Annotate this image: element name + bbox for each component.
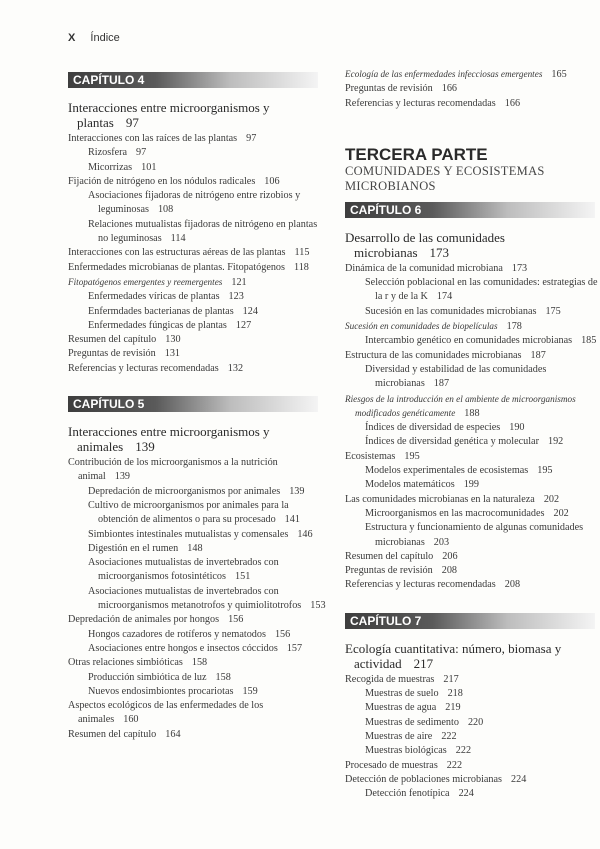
part-heading <box>345 145 600 194</box>
toc-entry[interactable] <box>345 550 600 564</box>
entry-page-number: 157 <box>286 642 303 654</box>
entry-title: Asociaciones entre hongos e insectos cóccidos <box>88 642 278 654</box>
chapter-title-text: Desarrollo de las comunidades microbianas <box>345 229 505 260</box>
entry-title: Preguntas de revisión <box>345 565 433 577</box>
toc-entry[interactable] <box>68 613 326 627</box>
entry-title: Cultivo de microorganismos por animales para la obtención de alimentos o para su procesado <box>88 499 289 526</box>
entry-title: Contribución de los microorganismos a la nutrición animal <box>68 457 278 483</box>
entry-page-number: 139 <box>114 471 131 483</box>
entry-page-number: 139 <box>289 485 305 497</box>
entry-title: Otras relaciones simbióticas <box>68 657 183 669</box>
running-header <box>68 32 120 44</box>
entry-title: Índices de diversidad de especies <box>365 422 501 434</box>
toc-left-column <box>68 72 326 742</box>
toc-entry[interactable] <box>345 349 600 363</box>
entry-title: Ecosistemas <box>345 450 396 462</box>
chapter-5-continued <box>345 67 600 111</box>
chapter-title[interactable] <box>345 641 600 671</box>
running-title: Índice <box>90 32 120 44</box>
entry-title: Resumen del capítulo <box>68 728 157 740</box>
entry-page-number: 158 <box>215 671 231 683</box>
entry-title: Digestión en el rumen <box>88 542 179 554</box>
entry-title: Procesado de muestras <box>345 759 438 771</box>
toc-entry[interactable] <box>345 435 600 449</box>
entry-page-number: 224 <box>511 773 527 785</box>
entry-title: Ecología de las enfermedades infecciosas emergentes <box>345 69 543 79</box>
toc-entry[interactable] <box>345 450 600 464</box>
entry-title: Relaciones mutualistas fijadoras de nitrógeno en plantas no leguminosas <box>88 218 318 245</box>
entry-title: Fijación de nitrógeno en los nódulos radicales <box>68 175 256 187</box>
entry-page-number: 195 <box>404 450 420 462</box>
entry-page-number: 164 <box>165 728 181 740</box>
entry-page-number: 141 <box>284 514 300 526</box>
entry-title: Referencias y lecturas recomendadas <box>345 97 496 109</box>
entry-title: Muestras de sedimento <box>365 716 459 728</box>
entry-page-number: 188 <box>464 407 480 419</box>
toc-entry[interactable] <box>345 701 600 715</box>
entry-page-number: 217 <box>443 673 459 685</box>
toc-entry[interactable] <box>68 319 326 333</box>
chapter-label-bar: CAPÍTULO 6 <box>345 202 595 218</box>
toc-right-column <box>345 67 600 801</box>
toc-entry[interactable] <box>68 261 326 275</box>
toc-entry[interactable] <box>68 246 326 260</box>
toc-entry[interactable] <box>68 628 326 642</box>
entry-page-number: 208 <box>441 565 457 577</box>
entry-page-number: 146 <box>297 528 313 540</box>
entry-title: Enfermdades bacterianas de plantas <box>88 305 234 317</box>
entry-title: Nuevos endosimbiontes procariotas <box>88 685 234 697</box>
toc-entry[interactable] <box>345 464 600 478</box>
entry-page-number: 187 <box>433 378 450 390</box>
entry-title: Preguntas de revisión <box>345 83 433 95</box>
entry-title: Modelos matemáticos <box>365 479 455 491</box>
entry-title: Enfermedades microbianas de plantas. Fitopatógenos <box>68 261 285 273</box>
toc-entry[interactable] <box>345 730 600 744</box>
toc-entry[interactable] <box>345 493 600 507</box>
entry-page-number: 151 <box>235 571 251 583</box>
toc-entry[interactable] <box>68 218 326 247</box>
entry-title: Producción simbiótica de luz <box>88 671 207 683</box>
entry-page-number: 130 <box>165 334 181 346</box>
entry-page-number: 159 <box>242 685 258 697</box>
toc-entry[interactable] <box>345 687 600 701</box>
entry-title: Intercambio genético en comunidades microbianas <box>365 335 573 347</box>
entry-page-number: 153 <box>310 600 326 612</box>
entry-page-number: 192 <box>547 436 564 448</box>
entry-title: Índices de diversidad genética y molecular <box>365 436 539 448</box>
entry-page-number: 101 <box>141 161 157 173</box>
entry-title: Depredación de microorganismos por animales <box>88 485 281 497</box>
entry-page-number: 199 <box>463 479 479 491</box>
toc-entry[interactable] <box>68 685 326 699</box>
toc-entry[interactable] <box>345 744 600 758</box>
entry-title: Muestras biológicas <box>365 745 447 757</box>
entry-page-number: 158 <box>191 657 208 669</box>
entry-page-number: 202 <box>553 507 569 519</box>
entry-title: Interacciones con las estructuras aéreas de las plantas <box>68 247 286 259</box>
toc-entry[interactable] <box>345 507 600 521</box>
entry-title: Dinámica de la comunidad microbiana <box>345 262 503 274</box>
part-subtitle: COMUNIDADES Y ECOSISTEMAS MICROBIANOS <box>345 163 545 193</box>
entry-title: Interacciones con las raíces de las plantas <box>68 133 238 144</box>
entry-page-number: 190 <box>509 422 525 434</box>
entry-title: Simbiontes intestinales mutualistas y comensales <box>88 528 289 540</box>
entry-page-number: 222 <box>446 759 463 771</box>
toc-entry[interactable] <box>68 656 326 670</box>
entry-page-number: 166 <box>504 97 521 109</box>
entry-title: Referencias y lecturas recomendadas <box>68 362 219 374</box>
chapter-label-bar: CAPÍTULO 5 <box>68 396 318 412</box>
toc-entry[interactable] <box>345 319 600 334</box>
entry-page-number: 115 <box>294 247 310 259</box>
page-number: X <box>68 32 76 44</box>
entry-title: Detección fenotípica <box>365 788 450 800</box>
entry-page-number: 222 <box>455 745 472 757</box>
spacer <box>68 376 326 396</box>
entry-title: Diversidad y estabilidad de las comunidades microbianas <box>365 363 547 390</box>
entry-page-number: 218 <box>447 688 463 700</box>
entry-page-number: 185 <box>581 335 597 347</box>
chapter-title[interactable] <box>68 424 326 454</box>
entry-title: Resumen del capítulo <box>68 334 157 346</box>
toc-entry[interactable] <box>68 542 326 556</box>
entry-page-number: 166 <box>441 83 457 95</box>
entry-title: Muestras de agua <box>365 702 437 714</box>
entry-title: Muestras de aire <box>365 730 433 742</box>
entry-page-number: 106 <box>264 175 280 187</box>
entry-title: Depredación de animales por hongos <box>68 614 220 626</box>
toc-entry[interactable] <box>345 673 600 687</box>
toc-entry[interactable] <box>345 787 600 801</box>
entry-page-number: 222 <box>441 730 457 742</box>
entry-page-number: 127 <box>235 319 252 331</box>
toc-entry[interactable] <box>345 262 600 276</box>
entry-title: Enfermedades víricas de plantas <box>88 291 220 303</box>
toc-entry[interactable] <box>68 728 326 742</box>
toc-entry[interactable] <box>345 759 600 773</box>
entry-page-number: 220 <box>467 716 484 728</box>
toc-entry[interactable] <box>345 716 600 730</box>
toc-entry[interactable] <box>68 456 326 485</box>
entry-page-number: 219 <box>445 702 461 714</box>
toc-entry[interactable] <box>68 499 326 528</box>
entry-page-number: 114 <box>170 233 186 245</box>
entry-title: Las comunidades microbianas en la naturaleza <box>345 493 535 505</box>
entry-page-number: 178 <box>506 321 522 333</box>
toc-entry[interactable] <box>68 642 326 656</box>
entry-page-number: 123 <box>228 291 244 303</box>
entry-page-number: 97 <box>136 147 147 159</box>
entry-title: Asociaciones mutualistas de invertebrados con microorganismos metanotrofos y quimiolitotrofos <box>88 585 302 612</box>
toc-entry[interactable] <box>345 334 600 348</box>
toc-entry[interactable] <box>345 578 600 592</box>
toc-entry[interactable] <box>68 528 326 542</box>
entry-page-number: 208 <box>504 579 521 591</box>
entry-title: Preguntas de revisión <box>68 348 156 360</box>
entry-title: Enfermedades fúngicas de plantas <box>88 319 227 331</box>
entry-title: Riesgos de la introducción en el ambiente de microorganismos modificados genéticamente <box>345 393 576 418</box>
entry-title: Sucesión en las comunidades microbianas <box>365 305 537 317</box>
toc-entry[interactable] <box>68 189 326 218</box>
toc-entry[interactable] <box>68 146 326 160</box>
entry-page-number: 148 <box>187 542 203 554</box>
entry-page-number: 173 <box>511 262 528 274</box>
chapter-title[interactable] <box>68 100 326 130</box>
toc-entry[interactable] <box>68 671 326 685</box>
toc-entry[interactable] <box>345 564 600 578</box>
toc-entry[interactable] <box>345 276 600 305</box>
toc-entry[interactable] <box>345 67 600 82</box>
entry-title: Detección de poblaciones microbianas <box>345 773 502 785</box>
toc-entry[interactable] <box>68 161 326 175</box>
entry-page-number: 206 <box>442 550 458 562</box>
entry-page-number: 195 <box>537 465 553 477</box>
entry-title: Micorrizas <box>88 161 133 173</box>
spacer <box>345 593 600 613</box>
entry-page-number: 131 <box>164 348 180 360</box>
toc-entry[interactable] <box>68 305 326 319</box>
entry-title: Modelos experimentales de ecosistemas <box>365 465 529 477</box>
part-title: TERCERA PARTE <box>345 144 488 164</box>
toc-entry[interactable] <box>345 82 600 96</box>
toc-entry[interactable] <box>68 699 326 728</box>
entry-title: Estructura y funcionamiento de algunas comunidades microbianas <box>365 522 584 548</box>
toc-entry[interactable] <box>345 773 600 787</box>
toc-entry[interactable] <box>345 521 600 550</box>
entry-title: Rizosfera <box>88 147 128 159</box>
toc-entry[interactable] <box>68 175 326 189</box>
chapter-title-text: Interacciones entre microorganismos y plantas <box>68 100 270 130</box>
entry-page-number: 203 <box>433 536 450 548</box>
toc-entry[interactable] <box>345 305 600 319</box>
toc-entry[interactable] <box>68 556 326 585</box>
toc-entry[interactable] <box>345 392 600 422</box>
entry-title: Selección poblacional en las comunidades: estrategias de la r y de la K <box>365 277 598 303</box>
chapter-page-number: 97 <box>125 115 139 130</box>
toc-entry[interactable] <box>345 97 600 111</box>
chapter-title-text: Ecología cuantitativa: número, biomasa y actividad <box>345 640 562 671</box>
toc-entry[interactable] <box>345 478 600 492</box>
toc-entry[interactable] <box>68 275 326 290</box>
entry-page-number: 108 <box>157 204 174 216</box>
entry-page-number: 156 <box>228 614 244 626</box>
entry-title: Estructura de las comunidades microbianas <box>345 349 522 361</box>
entry-page-number: 97 <box>246 133 257 144</box>
toc-entry[interactable] <box>68 585 326 614</box>
toc-entry[interactable] <box>68 290 326 304</box>
chapter-page-number: 139 <box>135 439 155 455</box>
chapter-page-number: 173 <box>429 244 450 260</box>
entry-title: Muestras de suelo <box>365 688 439 700</box>
entry-title: Resumen del capítulo <box>345 550 434 562</box>
chapter-title[interactable] <box>345 230 600 260</box>
entry-title: Asociaciones mutualistas de invertebrados con microorganismos fotosintéticos <box>88 557 279 583</box>
toc-entry[interactable] <box>68 362 326 376</box>
toc-entry[interactable] <box>345 363 600 392</box>
entry-page-number: 118 <box>294 261 309 273</box>
chapter-label-bar: CAPÍTULO 7 <box>345 613 595 629</box>
toc-entry[interactable] <box>345 421 600 435</box>
entry-title: Fitopatógenos emergentes y reemergentes <box>68 276 223 287</box>
chapter-label-bar: CAPÍTULO 4 <box>68 72 318 88</box>
entry-page-number: 174 <box>436 291 453 303</box>
toc-entry[interactable] <box>68 485 326 499</box>
entry-title: Microorganismos en las macrocomunidades <box>365 507 545 519</box>
toc-entry[interactable] <box>68 132 326 146</box>
entry-title: Asociaciones fijadoras de nitrógeno entre rizobios y leguminosas <box>88 190 301 216</box>
entry-title: Referencias y lecturas recomendadas <box>345 579 496 591</box>
toc-entry[interactable] <box>68 333 326 347</box>
entry-page-number: 160 <box>123 714 139 726</box>
entry-page-number: 132 <box>227 362 244 374</box>
entry-page-number: 124 <box>242 305 258 317</box>
entry-title: Sucesión en comunidades de biopelículas <box>345 321 498 332</box>
entry-page-number: 175 <box>545 305 561 317</box>
entry-title: Aspectos ecológicos de las enfermedades de los animales <box>68 700 264 726</box>
entry-page-number: 165 <box>551 69 567 80</box>
entry-title: Hongos cazadores de rotíferos y nematodos <box>88 628 266 640</box>
entry-title: Recogida de muestras <box>345 673 435 685</box>
entry-page-number: 187 <box>530 349 546 361</box>
entry-page-number: 156 <box>274 628 291 640</box>
entry-page-number: 202 <box>543 493 560 505</box>
entry-page-number: 121 <box>231 276 247 288</box>
toc-entry[interactable] <box>68 347 326 361</box>
entry-page-number: 224 <box>458 788 474 800</box>
chapter-page-number: 217 <box>413 655 434 671</box>
chapter-title-text: Interacciones entre microorganismos y animales <box>68 424 270 455</box>
